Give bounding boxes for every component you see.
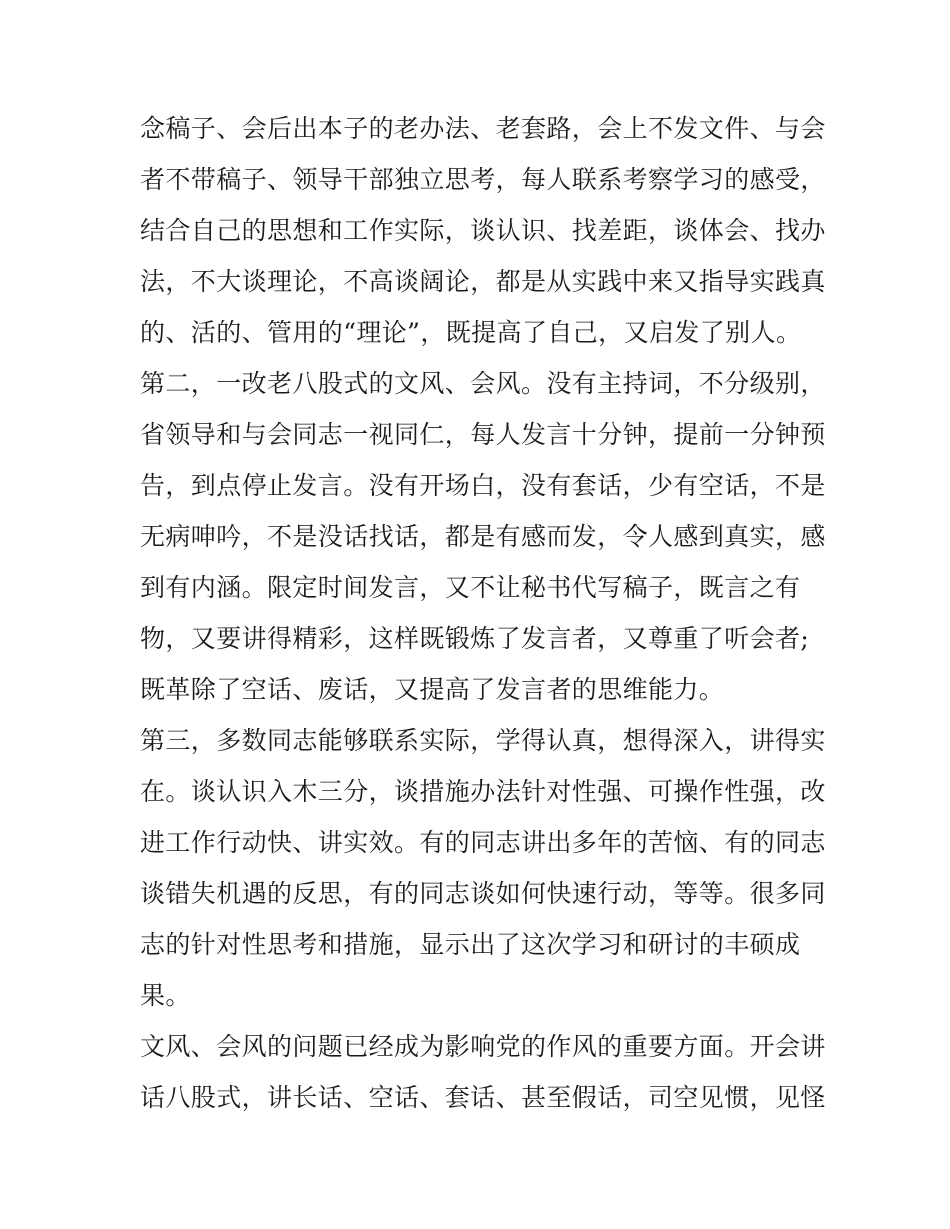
text-line-13: 第三，多数同志能够联系实际，学得认真，想得深入，讲得实 <box>140 726 826 755</box>
text-line-11: 物，又要讲得精彩，这样既锻炼了发言者，又尊重了听会者; <box>140 624 810 653</box>
text-line-19: 文风、会风的问题已经成为影响党的作风的重要方面。开会讲 <box>140 1032 826 1061</box>
text-line-3: 结合自己的思想和工作实际，谈认识、找差距，谈体会、找办 <box>140 216 826 245</box>
text-line-12: 既革除了空话、废话，又提高了发言者的思维能力。 <box>140 675 725 704</box>
text-line-5: 的、活的、管用的“理论”，既提高了自己，又启发了别人。 <box>140 318 802 347</box>
text-line-9: 无病呻吟，不是没话找话，都是有感而发，令人感到真实，感 <box>140 522 826 551</box>
body-text <box>140 103 826 1123</box>
text-line-16: 谈错失机遇的反思，有的同志谈如何快速行动，等等。很多同 <box>140 879 826 908</box>
text-line-20: 话八股式，讲长话、空话、套话、甚至假话，司空见惯，见怪 <box>140 1083 826 1112</box>
text-line-18: 果。 <box>140 981 191 1010</box>
text-line-17: 志的针对性思考和措施，显示出了这次学习和研讨的丰硕成 <box>140 930 801 959</box>
text-line-14: 在。谈认识入木三分，谈措施办法针对性强、可操作性强，改 <box>140 777 826 806</box>
text-line-1: 念稿子、会后出本子的老办法、老套路，会上不发文件、与会 <box>140 114 826 143</box>
text-line-15: 进工作行动快、讲实效。有的同志讲出多年的苦恼、有的同志 <box>140 828 826 857</box>
text-line-8: 告，到点停止发言。没有开场白，没有套话，少有空话，不是 <box>140 471 826 500</box>
text-line-10: 到有内涵。限定时间发言，又不让秘书代写稿子，既言之有 <box>140 573 801 602</box>
text-line-6: 第二，一改老八股式的文风、会风。没有主持词，不分级别， <box>140 369 826 398</box>
text-line-2: 者不带稿子、领导干部独立思考，每人联系考察学习的感受， <box>140 165 826 194</box>
text-line-4: 法，不大谈理论，不高谈阔论，都是从实践中来又指导实践真 <box>140 267 826 296</box>
text-line-7: 省领导和与会同志一视同仁，每人发言十分钟，提前一分钟预 <box>140 420 826 449</box>
